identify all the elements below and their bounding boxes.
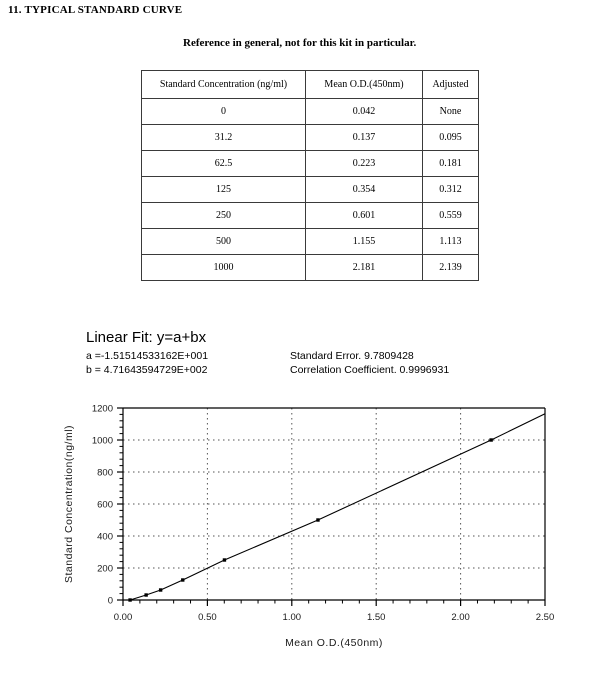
- cell-mean-od: 0.354: [306, 177, 423, 203]
- cell-concentration: 500: [142, 229, 306, 255]
- cell-adjusted: 0.559: [423, 203, 479, 229]
- cell-concentration: 125: [142, 177, 306, 203]
- table-row: [142, 125, 479, 151]
- fit-correlation-coefficient: Correlation Coefficient. 0.9996931: [290, 364, 450, 376]
- fit-coefficient-b: b = 4.71643594729E+002: [86, 364, 208, 376]
- y-tick-label: 1000: [91, 435, 113, 447]
- cell-adjusted: None: [423, 99, 479, 125]
- table-row: [142, 99, 479, 125]
- data-point: [316, 518, 319, 521]
- linear-fit-title: Linear Fit: y=a+bx: [86, 329, 207, 346]
- x-tick-label: 0.00: [113, 612, 133, 623]
- x-tick-label: 1.50: [366, 612, 386, 623]
- y-axis-title: Standard Concentration(ng/ml): [63, 424, 75, 584]
- cell-adjusted: 0.312: [423, 177, 479, 203]
- page-title: 11. TYPICAL STANDARD CURVE: [8, 4, 183, 16]
- table-row: [142, 203, 479, 229]
- column-header-concentration: Standard Concentration (ng/ml): [142, 71, 306, 99]
- y-tick-label: 1200: [91, 403, 113, 415]
- fit-standard-error: Standard Error. 9.7809428: [290, 350, 414, 362]
- cell-mean-od: 1.155: [306, 229, 423, 255]
- cell-concentration: 250: [142, 203, 306, 229]
- fit-line-path: [130, 414, 545, 600]
- cell-mean-od: 2.181: [306, 255, 423, 281]
- cell-concentration: 31.2: [142, 125, 306, 151]
- y-tick-label: 400: [97, 531, 113, 543]
- cell-adjusted: 0.181: [423, 151, 479, 177]
- cell-concentration: 1000: [142, 255, 306, 281]
- x-axis-title: Mean O.D.(450nm): [285, 637, 383, 649]
- cell-adjusted: 1.113: [423, 229, 479, 255]
- data-point: [223, 558, 226, 561]
- grid-lines: [123, 408, 545, 600]
- cell-adjusted: 0.095: [423, 125, 479, 151]
- fit-row-a: [86, 349, 414, 363]
- x-tick-label: 0.50: [198, 612, 217, 623]
- y-tick-label: 600: [97, 499, 113, 511]
- fit-row-b: [86, 363, 450, 377]
- data-point: [144, 593, 147, 596]
- cell-concentration: 0: [142, 99, 306, 125]
- cell-adjusted: 2.139: [423, 255, 479, 281]
- y-tick-label: 800: [97, 467, 113, 479]
- x-tick-label: 2.00: [451, 612, 470, 623]
- axis-ticks: [117, 408, 545, 606]
- standard-curve-chart: [0, 396, 600, 656]
- y-tick-label: 200: [97, 563, 113, 575]
- column-header-mean-od: Mean O.D.(450nm): [306, 71, 423, 99]
- table-row: [142, 151, 479, 177]
- data-point: [489, 438, 492, 441]
- cell-mean-od: 0.137: [306, 125, 423, 151]
- data-points: [128, 438, 492, 601]
- data-point: [159, 588, 162, 591]
- cell-mean-od: 0.042: [306, 99, 423, 125]
- linear-fit-block: [86, 328, 450, 377]
- y-tick-label: 0: [107, 595, 113, 607]
- cell-mean-od: 0.223: [306, 151, 423, 177]
- subtitle-note: Reference in general, not for this kit in particular.: [183, 37, 417, 49]
- x-tick-label: 1.00: [282, 612, 302, 623]
- table-row: [142, 177, 479, 203]
- cell-mean-od: 0.601: [306, 203, 423, 229]
- cell-concentration: 62.5: [142, 151, 306, 177]
- x-tick-label: 2.50: [535, 612, 555, 623]
- column-header-adjusted: Adjusted: [423, 71, 479, 99]
- fit-coefficient-a: a =-1.51514533162E+001: [86, 350, 209, 362]
- data-point: [181, 578, 184, 581]
- standard-curve-plot-svg: [0, 396, 600, 656]
- standard-curve-table: [141, 70, 479, 281]
- table-header-row: [142, 71, 479, 99]
- table-row: [142, 229, 479, 255]
- table-row: [142, 255, 479, 281]
- data-point: [128, 598, 131, 601]
- standard-curve-table-container: [141, 70, 479, 281]
